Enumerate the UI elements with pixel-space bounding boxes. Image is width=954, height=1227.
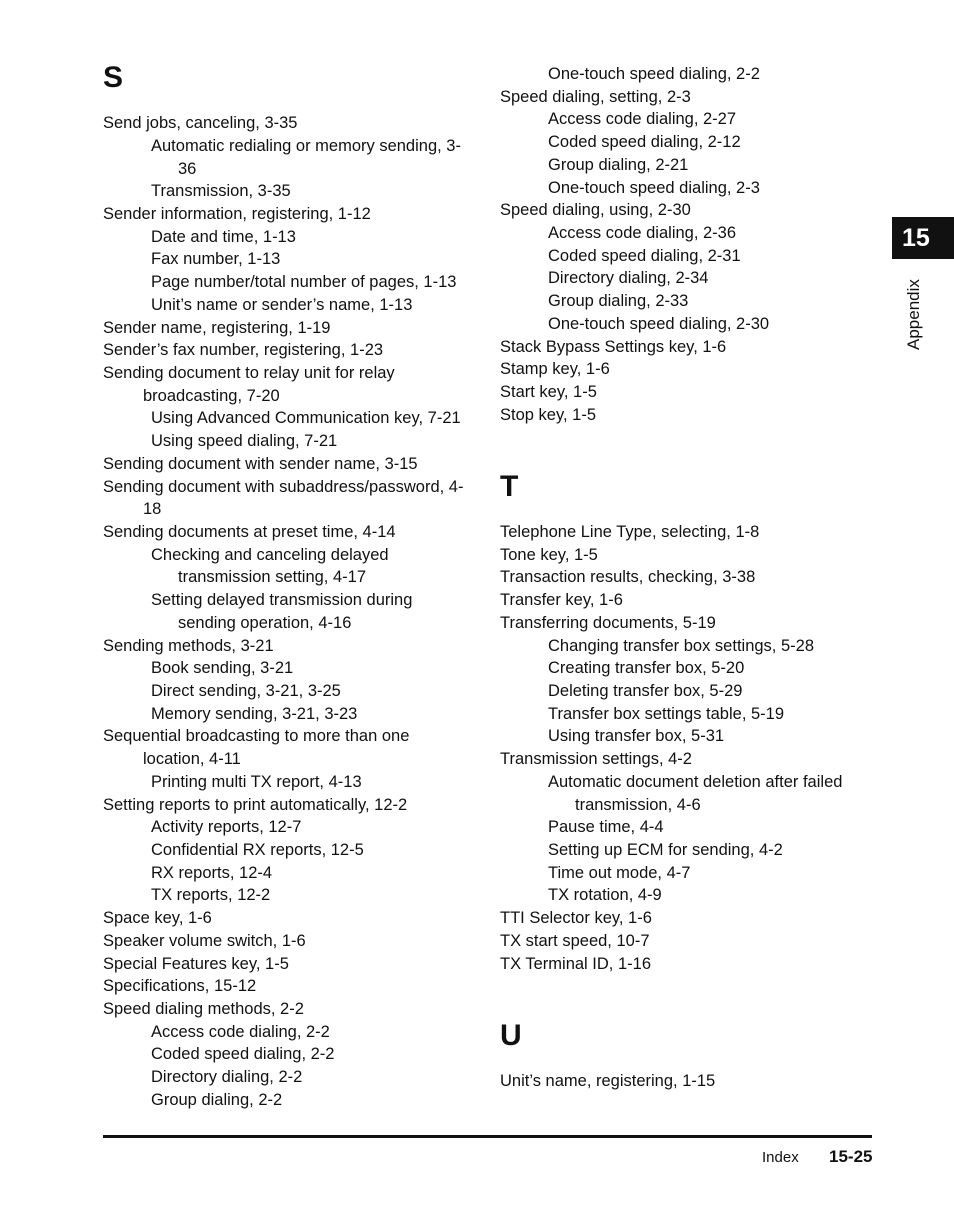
index-subentry: RX reports, 12-4 [151, 864, 273, 882]
index-subentry: Coded speed dialing, 2-2 [151, 1045, 335, 1063]
index-entry: Speed dialing, using, 2-30 [500, 201, 691, 219]
index-entry: Transaction results, checking, 3-38 [500, 568, 756, 586]
chapter-label: Appendix [904, 279, 923, 350]
index-subentry: Confidential RX reports, 12-5 [151, 841, 364, 859]
index-subentry: TX reports, 12-2 [151, 886, 271, 904]
index-subentry: Transfer box settings table, 5-19 [548, 705, 785, 723]
footer-rule [103, 1135, 872, 1138]
index-entry: Sending documents at preset time, 4-14 [103, 523, 396, 541]
index-subentry: Pause time, 4-4 [548, 818, 664, 836]
index-subentry: Coded speed dialing, 2-31 [548, 247, 741, 265]
index-continuation: sending operation, 4-16 [178, 614, 352, 632]
index-subentry: Group dialing, 2-2 [151, 1091, 283, 1109]
index-subentry: Automatic document deletion after failed [548, 773, 843, 791]
index-entry: Sending document with subaddress/password, 4- [103, 478, 464, 496]
index-subentry: Group dialing, 2-33 [548, 292, 689, 310]
index-subentry: Setting up ECM for sending, 4-2 [548, 841, 783, 859]
index-entry: Sending document with sender name, 3-15 [103, 455, 418, 473]
index-subentry: Transmission, 3-35 [151, 182, 291, 200]
index-subentry: One-touch speed dialing, 2-2 [548, 65, 760, 83]
index-subentry: Using speed dialing, 7-21 [151, 432, 338, 450]
section-heading-u: U [500, 1019, 522, 1052]
chapter-tab [892, 217, 954, 259]
index-entry: Tone key, 1-5 [500, 546, 598, 564]
index-entry: Transferring documents, 5-19 [500, 614, 716, 632]
index-subentry: Printing multi TX report, 4-13 [151, 773, 362, 791]
index-subentry: Access code dialing, 2-2 [151, 1023, 330, 1041]
index-subentry: Changing transfer box settings, 5-28 [548, 637, 814, 655]
index-subentry: Access code dialing, 2-27 [548, 110, 737, 128]
index-entry: Start key, 1-5 [500, 383, 597, 401]
index-subentry: Using transfer box, 5-31 [548, 727, 725, 745]
index-continuation: 36 [178, 160, 197, 178]
index-entry: Sending document to relay unit for relay [103, 364, 395, 382]
index-subentry: Time out mode, 4-7 [548, 864, 691, 882]
index-entry: Sender name, registering, 1-19 [103, 319, 331, 337]
index-entry: Stamp key, 1-6 [500, 360, 610, 378]
index-continuation: transmission, 4-6 [575, 796, 701, 814]
index-subentry: Memory sending, 3-21, 3-23 [151, 705, 358, 723]
index-subentry: Access code dialing, 2-36 [548, 224, 737, 242]
index-entry: Telephone Line Type, selecting, 1-8 [500, 523, 760, 541]
page-number: 15-25 [829, 1147, 873, 1166]
index-subentry: Book sending, 3-21 [151, 659, 294, 677]
footer-section-label: Index [762, 1149, 799, 1166]
index-subentry: One-touch speed dialing, 2-30 [548, 315, 770, 333]
index-entry: Transfer key, 1-6 [500, 591, 623, 609]
index-subentry: Direct sending, 3-21, 3-25 [151, 682, 341, 700]
index-entry: Sequential broadcasting to more than one [103, 727, 410, 745]
index-subentry: Setting delayed transmission during [151, 591, 413, 609]
index-subentry: Coded speed dialing, 2-12 [548, 133, 741, 151]
index-entry: Special Features key, 1-5 [103, 955, 289, 973]
index-entry: Setting reports to print automatically, 12-2 [103, 796, 408, 814]
index-entry: Stack Bypass Settings key, 1-6 [500, 338, 727, 356]
index-subentry: Creating transfer box, 5-20 [548, 659, 745, 677]
index-entry: Stop key, 1-5 [500, 406, 596, 424]
index-entry: TTI Selector key, 1-6 [500, 909, 652, 927]
index-subentry: Group dialing, 2-21 [548, 156, 689, 174]
index-subentry: Deleting transfer box, 5-29 [548, 682, 743, 700]
index-entry: Sender’s fax number, registering, 1-23 [103, 341, 384, 359]
index-subentry: One-touch speed dialing, 2-3 [548, 179, 760, 197]
index-entry: TX start speed, 10-7 [500, 932, 650, 950]
index-subentry: TX rotation, 4-9 [548, 886, 662, 904]
index-entry: Space key, 1-6 [103, 909, 212, 927]
index-entry: TX Terminal ID, 1-16 [500, 955, 651, 973]
index-continuation: 18 [143, 500, 162, 518]
index-entry: Specifications, 15-12 [103, 977, 257, 995]
index-subentry: Date and time, 1-13 [151, 228, 296, 246]
index-continuation: transmission setting, 4-17 [178, 568, 367, 586]
index-entry: Sending methods, 3-21 [103, 637, 274, 655]
index-subentry: Fax number, 1-13 [151, 250, 281, 268]
index-subentry: Directory dialing, 2-2 [151, 1068, 303, 1086]
index-subentry: Using Advanced Communication key, 7-21 [151, 409, 461, 427]
index-continuation: broadcasting, 7-20 [143, 387, 280, 405]
index-subentry: Page number/total number of pages, 1-13 [151, 273, 457, 291]
index-continuation: location, 4-11 [143, 750, 241, 768]
index-subentry: Checking and canceling delayed [151, 546, 389, 564]
index-entry: Transmission settings, 4-2 [500, 750, 692, 768]
chapter-number: 15 [902, 223, 930, 252]
index-subentry: Activity reports, 12-7 [151, 818, 302, 836]
section-heading-s: S [103, 61, 124, 94]
index-subentry: Directory dialing, 2-34 [548, 269, 709, 287]
section-heading-t: T [500, 470, 519, 503]
index-entry: Speed dialing methods, 2-2 [103, 1000, 304, 1018]
index-entry: Sender information, registering, 1-12 [103, 205, 371, 223]
index-subentry: Automatic redialing or memory sending, 3- [151, 137, 461, 155]
index-subentry: Unit’s name or sender’s name, 1-13 [151, 296, 413, 314]
index-entry: Unit’s name, registering, 1-15 [500, 1072, 716, 1090]
index-entry: Speed dialing, setting, 2-3 [500, 88, 691, 106]
index-entry: Speaker volume switch, 1-6 [103, 932, 306, 950]
index-entry: Send jobs, canceling, 3-35 [103, 114, 298, 132]
